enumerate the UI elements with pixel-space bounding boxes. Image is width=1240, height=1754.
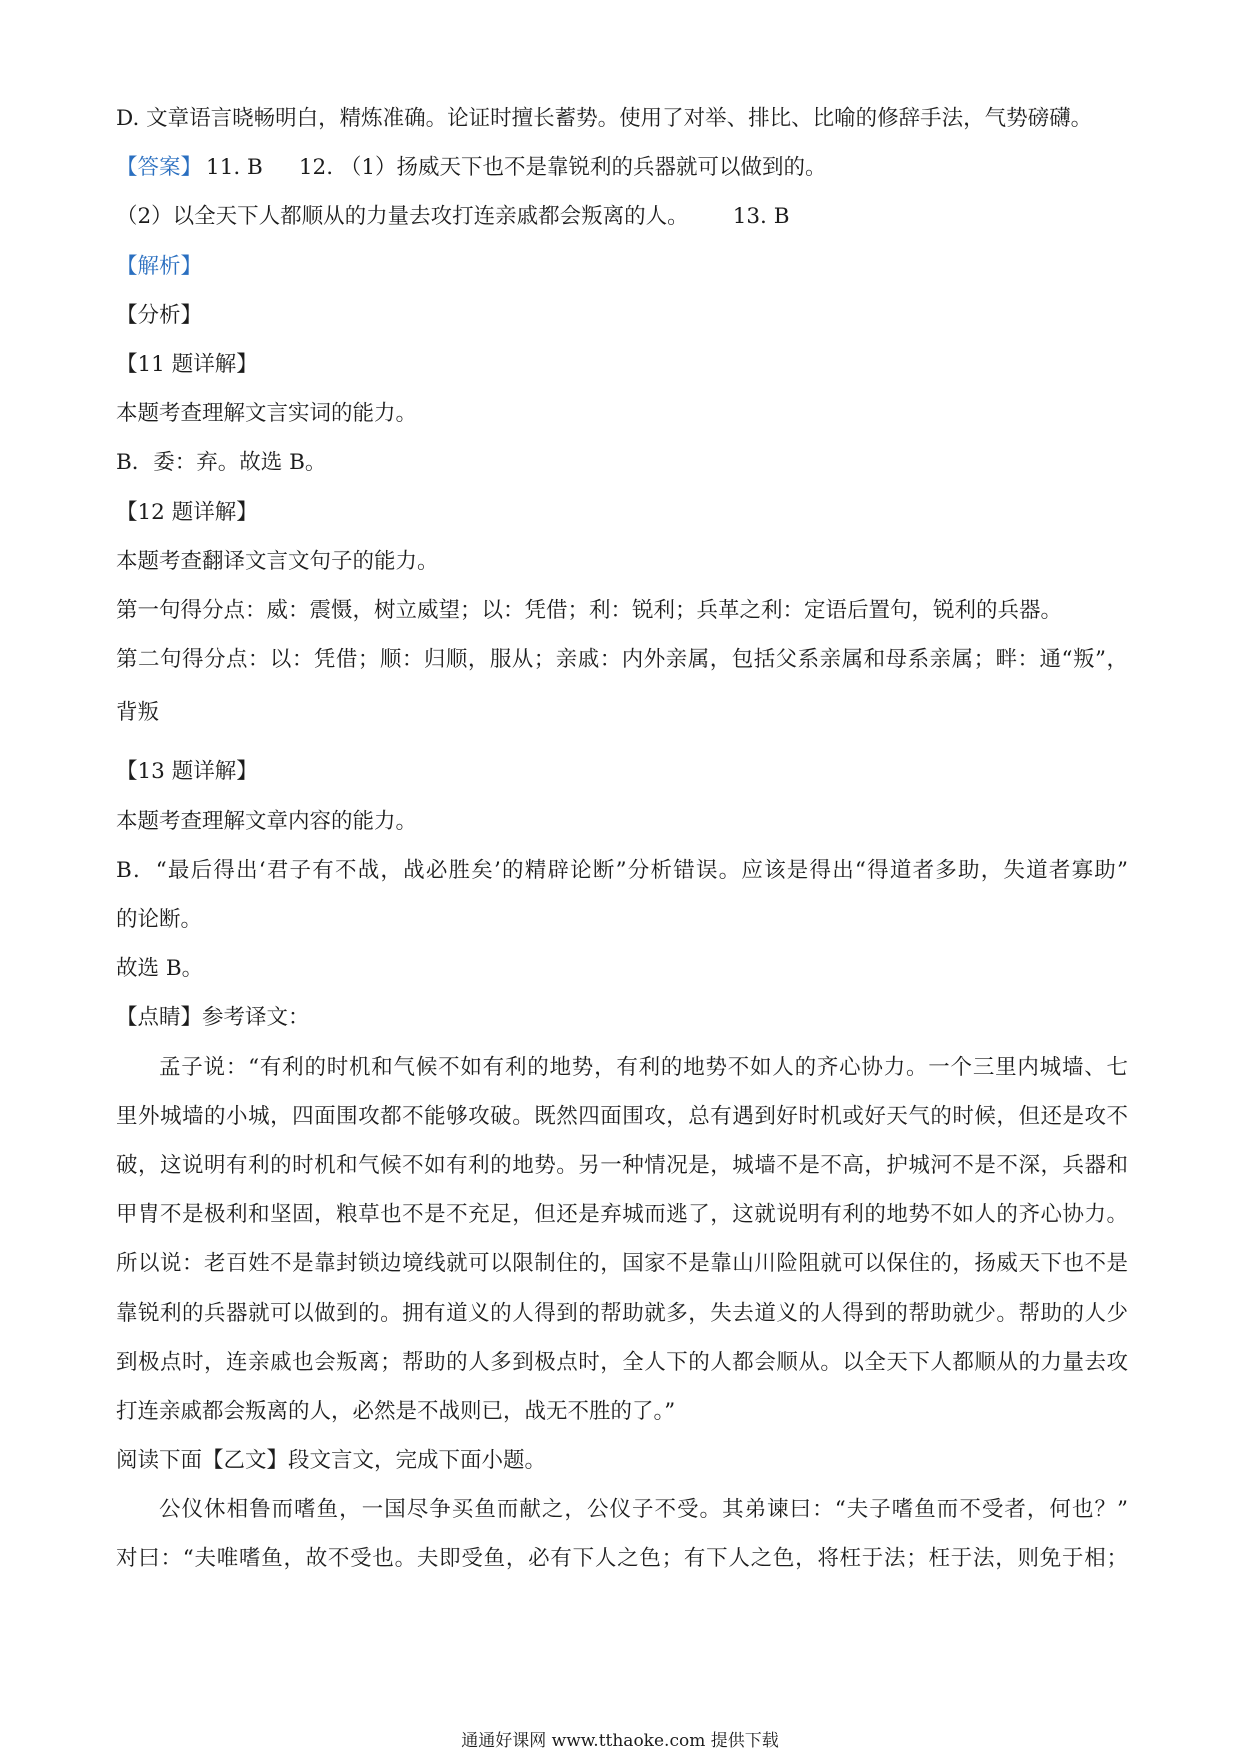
- footer-source: 通通好课网 www.tthaoke.com 提供下载: [461, 1731, 779, 1751]
- document-page: [116, 94, 1128, 1584]
- reading-instruction: 阅读下面【乙文】段文言文，完成下面小题。: [116, 1448, 547, 1474]
- q11-line: B．委：弃。故选 B。: [116, 450, 327, 476]
- answer-line-2: [116, 192, 1128, 241]
- highlight-heading: 【点睛】参考译文：: [116, 1005, 310, 1031]
- q13-heading: 【13 题详解】: [116, 759, 258, 785]
- q13-line: B．“最后得出‘君子有不战，战必胜矣’的精辟论断”分析错误。应该是得出“得道者多助，失道者寡助”: [116, 857, 1128, 883]
- option-d-line: D. 文章语言晓畅明白，精炼准确。论证时擅长蓄势。使用了对举、排比、比喻的修辞手法，气势磅礴。: [116, 106, 1093, 131]
- translation-line: 靠锐利的兵器就可以做到的。拥有道义的人得到的帮助就多，失去道义的人得到的帮助就少。帮助的人少: [116, 1300, 1128, 1326]
- answer-12-part-1: 12. （1）扬威天下也不是靠锐利的兵器就可以做到的。: [298, 155, 827, 181]
- translation-line: 到极点时，连亲戚也会叛离；帮助的人多到极点时，全人下的人都会顺从。以全天下人都顺从的力量去攻: [116, 1349, 1128, 1375]
- analysis-subheading: 【分析】: [116, 302, 203, 328]
- translation-line: 里外城墙的小城，四面围攻都不能够攻破。既然四面围攻，总有遇到好时机或好天气的时候，但还是攻不: [116, 1103, 1128, 1129]
- translation-line: 甲胄不是极利和坚固，粮草也不是不充足，但还是弃城而逃了，这就说明有利的地势不如人的齐心协力。: [116, 1202, 1128, 1228]
- answer-11: 11. B: [206, 155, 263, 181]
- analysis-tag: 【解析】: [116, 253, 203, 279]
- translation-line: 破，这说明有利的时机和气候不如有利的地势。另一种情况是，城墙不是不高，护城河不是不深，兵器和: [116, 1152, 1128, 1178]
- answer-12-part-2: （2）以全天下人都顺从的力量去攻打连亲戚都会叛离的人。: [116, 204, 689, 230]
- q13-line: 的论断。: [116, 907, 203, 932]
- q13-line: 本题考查理解文章内容的能力。: [116, 808, 418, 834]
- answer-line-1: [116, 143, 1128, 192]
- q12-line: 背叛: [116, 700, 160, 726]
- translation-line: 所以说：老百姓不是靠封锁边境线就可以限制住的，国家不是靠山川险阻就可以保住的，扬威天下也不是: [116, 1251, 1128, 1277]
- q11-line: 本题考查理解文言实词的能力。: [116, 401, 418, 427]
- passage-line: 公仪休相鲁而嗜鱼，一国尽争买鱼而献之，公仪子不受。其弟谏曰：“夫子嗜鱼而不受者，何也？”: [159, 1497, 1128, 1523]
- q11-heading: 【11 题详解】: [116, 351, 258, 377]
- translation-line: 孟子说：“有利的时机和气候不如有利的地势，有利的地势不如人的齐心协力。一个三里内城墙、七: [159, 1054, 1128, 1080]
- translation-line: 打连亲戚都会叛离的人，必然是不战则已，战无不胜的了。”: [116, 1398, 676, 1424]
- q12-line: 本题考查翻译文言文句子的能力。: [116, 548, 439, 574]
- answer-13: 13. B: [732, 204, 790, 230]
- q12-line: 第一句得分点：威：震慑，树立威望；以：凭借；利：锐利；兵革之利：定语后置句，锐利的兵器。: [116, 597, 1063, 623]
- q13-line: 故选 B。: [116, 956, 204, 982]
- q12-heading: 【12 题详解】: [116, 499, 258, 525]
- passage-line: 对曰：“夫唯嗜鱼，故不受也。夫即受鱼，必有下人之色；有下人之色，将枉于法；枉于法，则免于相；: [116, 1546, 1128, 1572]
- answer-tag: 【答案】: [116, 155, 203, 181]
- q12-line: 第二句得分点：以：凭借；顺：归顺，服从；亲戚：内外亲属，包括父系亲属和母系亲属；畔：通“叛”，: [116, 647, 1128, 673]
